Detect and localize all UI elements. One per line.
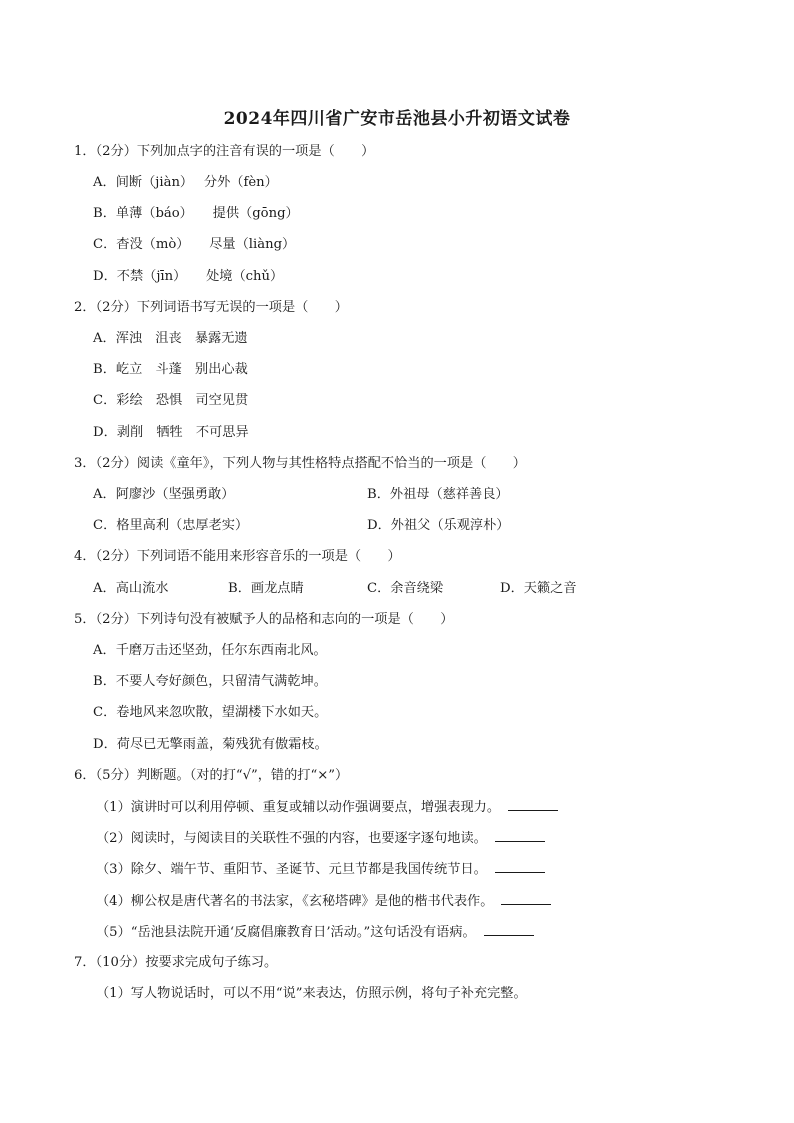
question-1-option-d: D．不禁（jīn） 处境（chǔ） <box>93 269 284 284</box>
question-3-option-d: D．外祖父（乐观淳朴） <box>367 518 510 533</box>
question-6-statement-1 <box>96 798 558 817</box>
statement-text: （2）阅读时，与阅读目的关联性不强的内容，也要逐字逐句地读。 <box>96 831 487 846</box>
question-1-option-a: A．间断（jiàn） 分外（fèn） <box>93 175 278 190</box>
exam-title: 2024年四川省广安市岳池县小升初语文试卷 <box>223 109 571 129</box>
answer-blank[interactable] <box>495 829 545 842</box>
statement-text: （1）演讲时可以利用停顿、重复或辅以动作强调要点，增强表现力。 <box>96 800 501 815</box>
question-5-stem: 5．（2分）下列诗句没有被赋予人的品格和志向的一项是（ ） <box>74 612 454 627</box>
question-6-statement-4 <box>96 892 551 911</box>
question-2-stem: 2．（2分）下列词语书写无误的一项是（ ） <box>74 300 348 315</box>
question-2-option-c: C．彩绘 恐惧 司空见贯 <box>93 393 249 408</box>
answer-blank[interactable] <box>484 923 534 936</box>
question-4-option-c: C．余音绕梁 <box>367 581 444 596</box>
question-2-option-d: D．剥削 牺牲 不可思异 <box>93 425 249 440</box>
question-3-option-b: B．外祖母（慈祥善良） <box>367 487 509 502</box>
statement-text: （4）柳公权是唐代著名的书法家，《玄秘塔碑》是他的楷书代表作。 <box>96 894 494 909</box>
question-5-option-b: B．不要人夸好颜色，只留清气满乾坤。 <box>93 674 327 689</box>
question-7-stem: 7．（10分）按要求完成句子练习。 <box>74 955 278 970</box>
question-4-option-a: A．高山流水 <box>93 581 169 596</box>
question-2-option-b: B．屹立 斗蓬 别出心裁 <box>93 362 248 377</box>
question-4-option-b: B．画龙点睛 <box>228 581 304 596</box>
question-1-option-c: C．杳没（mò） 尽量（liàng） <box>93 237 296 252</box>
answer-blank[interactable] <box>508 798 558 811</box>
question-1-stem: 1．（2分）下列加点字的注音有误的一项是（ ） <box>74 144 375 159</box>
question-5-option-d: D．荷尽已无擎雨盖，菊残犹有傲霜枝。 <box>93 737 328 752</box>
question-6-stem: 6．（5分）判断题。（对的打“√”，错的打“×”） <box>74 768 349 783</box>
question-4-stem: 4．（2分）下列词语不能用来形容音乐的一项是（ ） <box>74 549 401 564</box>
question-7-subquestion-1: （1）写人物说话时，可以不用“说”来表达，仿照示例，将句子补充完整。 <box>96 986 527 1001</box>
statement-text: （3）除夕、端午节、重阳节、圣诞节、元旦节都是我国传统节日。 <box>96 862 487 877</box>
question-1-option-b: B．单薄（báo） 提供（gōng） <box>93 206 299 221</box>
question-2-option-a: A．浑浊 沮丧 暴露无遗 <box>93 331 248 346</box>
question-3-option-c: C．格里高利（忠厚老实） <box>93 518 249 533</box>
question-6-statement-3 <box>96 860 545 879</box>
answer-blank[interactable] <box>501 892 551 905</box>
statement-text: （5）“岳池县法院开通‘反腐倡廉教育日’活动。”这句话没有语病。 <box>96 925 476 940</box>
answer-blank[interactable] <box>495 860 545 873</box>
question-3-stem: 3．（2分）阅读《童年》，下列人物与其性格特点搭配不恰当的一项是（ ） <box>74 456 526 471</box>
question-4-option-d: D．天籁之音 <box>500 581 577 596</box>
question-3-option-a: A．阿廖沙（坚强勇敢） <box>93 487 235 502</box>
question-6-statement-2 <box>96 829 545 848</box>
question-5-option-a: A．千磨万击还坚劲，任尔东西南北风。 <box>93 643 327 658</box>
question-5-option-c: C．卷地风来忽吹散，望湖楼下水如天。 <box>93 705 328 720</box>
question-6-statement-5 <box>96 923 534 942</box>
